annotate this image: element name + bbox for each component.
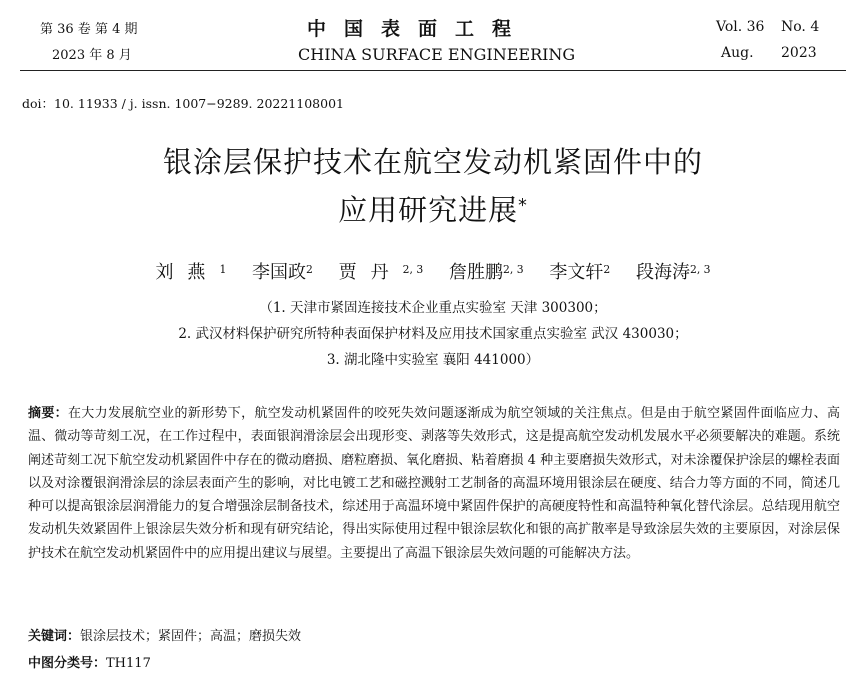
volume-issue-cn: 第 36 卷 第 4 期 (40, 22, 138, 37)
author (449, 262, 524, 283)
affiliation-1: （1. 天津市紧固连接技术企业重点实验室 天津 300300； (259, 300, 607, 316)
author (339, 262, 424, 283)
author-list (0, 258, 866, 284)
year-en: 2023 (781, 45, 817, 61)
title-line-2-wrap (0, 188, 866, 229)
journal-title-cn: 中国表面工程 (307, 18, 530, 40)
classification-text: TH117 (106, 656, 151, 671)
author-name: 贾丹 (338, 262, 403, 283)
affiliation-2: 2. 武汉材料保护研究所特种表面保护材料及应用技术国家重点实验室 武汉 430030； (178, 326, 688, 342)
abstract-text: 在大力发展航空业的新形势下，航空发动机紧固件的咬死失效问题逐渐成为航空领域的关注焦点。但是由于航空紧固件面临应力、高温、微动等苛刻工况，在工作过程中，表面银润滑涂层会出现形变、剥落等失效形式，这是提高航空发动机发展水平必须要解决的难题。系统阐述苛刻工况下航空发动机紧固件中存在的微动磨损、磨粒磨损、氧化磨损、粘着磨损 4 种主要磨损失效形式，对未涂覆保护涂层的螺栓表面以及对涂覆银润滑涂层的涂层表面产生的影响，对比电镀工艺和磁控溅射工艺制备的高温环境用银涂层在硬度、结合力等方面的不同，简述几种可以提高银涂层润滑能力的复合增强涂层制备技术，综述用于高温环境中紧固件保护的高硬度特性和高温特种氧化替代涂层。总结现用航空发动机失效紧固件上银涂层失效分析和现有研究结论，得出实际使用过程中银涂层软化和银的高扩散率是导致涂层失效的主要原因，对涂层保护技术在航空发动机紧固件中的应用提出建议与展望。主要提出了高温下银涂层失效问题的可能解决方法。 (28, 406, 840, 561)
title-footnote-mark: * (518, 196, 528, 217)
author-name: 刘燕 (155, 262, 220, 283)
issue-en: No. 4 (781, 19, 820, 35)
author-name: 李文轩 (549, 262, 604, 283)
author (252, 262, 313, 283)
volume-en: Vol. 36 (716, 19, 765, 35)
author-name: 李国政 (252, 262, 307, 283)
classification-label: 中图分类号： (28, 656, 107, 671)
classification (28, 652, 151, 671)
keywords (28, 625, 301, 644)
author-affiliation-mark: 2, 3 (689, 262, 711, 276)
author-affiliation-mark: 2, 3 (503, 262, 524, 276)
abstract (28, 402, 840, 565)
keywords-text: 银涂层技术；紧固件；高温；磨损失效 (80, 629, 302, 644)
author (636, 262, 711, 283)
date-cn: 2023 年 8 月 (52, 48, 132, 63)
doi: doi：10. 11933 / j. issn. 1007−9289. 20221108001 (22, 96, 344, 111)
author-name: 詹胜鹏 (449, 262, 503, 283)
journal-title-en: CHINA SURFACE ENGINEERING (298, 45, 576, 64)
month-en: Aug. (721, 45, 754, 61)
author (549, 262, 610, 283)
affiliation-3: 3. 湖北隆中实验室 襄阳 441000） (326, 352, 540, 368)
title-line-1: 银涂层保护技术在航空发动机紧固件中的 (162, 145, 703, 179)
author-affiliation-mark: 2, 3 (402, 262, 424, 276)
author (155, 262, 226, 283)
abstract-label: 摘要： (28, 406, 68, 421)
author-affiliation-mark: 2 (306, 262, 313, 276)
title-line-2: 应用研究进展 (338, 193, 519, 227)
author-name: 段海涛 (635, 262, 690, 283)
keywords-label: 关键词： (28, 629, 81, 644)
header-rule (20, 70, 846, 71)
author-affiliation-mark: 1 (219, 262, 227, 276)
author-affiliation-mark: 2 (603, 262, 611, 276)
